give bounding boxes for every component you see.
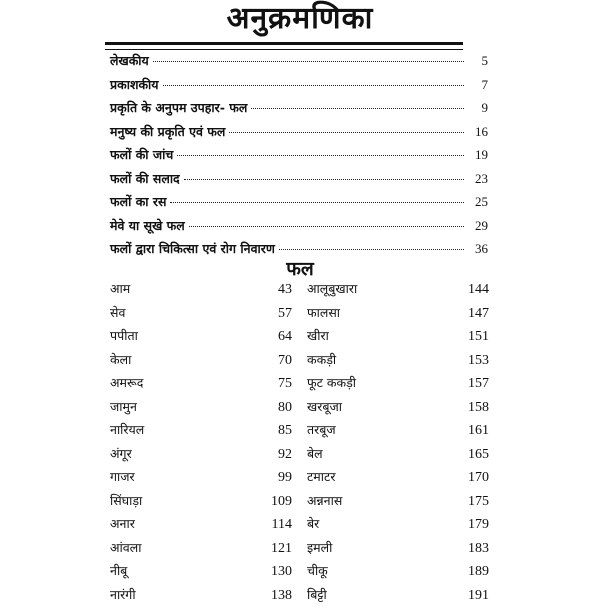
toc-entry-label: प्रकृति के अनुपम उपहार- फल (110, 99, 247, 116)
fruit-page-number: 114 (272, 517, 292, 533)
fruit-entry (110, 351, 292, 375)
fruit-name: बेर (307, 515, 319, 532)
fruit-page-number: 170 (468, 470, 489, 486)
toc-entry (110, 76, 488, 100)
fruit-entry (110, 445, 292, 469)
fruit-page-number: 183 (468, 541, 489, 557)
fruit-name: सेव (110, 304, 125, 321)
fruit-page-number: 99 (278, 470, 292, 486)
dot-leader (251, 108, 464, 109)
fruit-name: खीरा (307, 327, 329, 344)
fruit-name: खरबूजा (307, 398, 342, 415)
fruit-name: अन्ननास (307, 492, 342, 509)
fruit-name: बेल (307, 445, 323, 462)
toc-entry-page: 5 (470, 53, 488, 69)
fruit-name: नारंगी (110, 586, 136, 603)
fruit-entry (110, 468, 292, 492)
fruit-name: ककड़ी (307, 351, 336, 368)
fruit-page-number: 130 (271, 564, 292, 580)
toc-entry-page: 23 (470, 171, 488, 187)
toc-entry-page: 25 (470, 194, 488, 210)
fruit-name: इमली (307, 539, 332, 556)
fruit-name: आंवला (110, 539, 141, 556)
title-rule-thin (105, 49, 463, 50)
fruit-page-number: 153 (468, 353, 489, 369)
fruit-entry (307, 562, 489, 586)
fruit-entry (110, 586, 292, 609)
fruit-page-number: 70 (278, 353, 292, 369)
fruit-entry (307, 445, 489, 469)
fruit-entry (307, 468, 489, 492)
fruit-page-number: 43 (278, 282, 292, 298)
fruit-page-number: 175 (468, 494, 489, 510)
fruit-entry (110, 327, 292, 351)
fruit-entry (110, 539, 292, 563)
toc-entry-label: फलों का रस (110, 193, 166, 210)
fruit-entry (307, 492, 489, 516)
fruit-entry (110, 398, 292, 422)
fruit-name: अंगूर (110, 445, 132, 462)
fruit-entry (307, 421, 489, 445)
title-rule-thick (105, 42, 463, 45)
section-title: फल (0, 255, 600, 281)
toc-entry-page: 29 (470, 218, 488, 234)
fruit-page-number: 57 (278, 306, 292, 322)
fruit-name: फालसा (307, 304, 340, 321)
fruit-name: आम (110, 280, 130, 297)
fruit-entry (307, 515, 489, 539)
fruit-entry (307, 304, 489, 328)
dot-leader (163, 85, 464, 86)
toc-entry (110, 99, 488, 123)
dot-leader (279, 249, 464, 250)
toc-entry-label: प्रकाशकीय (110, 76, 159, 93)
fruit-name: अमरूद (110, 374, 143, 391)
page-title: अनुक्रमणिका (0, 2, 600, 36)
fruit-entry (307, 327, 489, 351)
fruit-entry (110, 374, 292, 398)
fruit-index-right-column (307, 280, 489, 609)
fruit-page-number: 158 (468, 400, 489, 416)
fruit-entry (110, 492, 292, 516)
fruit-page-number: 75 (278, 376, 292, 392)
fruit-name: टमाटर (307, 468, 335, 485)
fruit-entry (110, 515, 292, 539)
fruit-entry (307, 280, 489, 304)
fruit-name: केला (110, 351, 131, 368)
toc-entry-label: मनुष्य की प्रकृति एवं फल (110, 123, 225, 140)
dot-leader (177, 155, 464, 156)
fruit-name: जामुन (110, 398, 137, 415)
fruit-name: पपीता (110, 327, 138, 344)
fruit-entry (110, 562, 292, 586)
fruit-page-number: 147 (468, 306, 489, 322)
fruit-entry (307, 586, 489, 609)
toc-entry-page: 9 (470, 100, 488, 116)
fruit-index-left-column (110, 280, 292, 609)
toc-entry (110, 170, 488, 194)
toc-entry (110, 146, 488, 170)
fruit-name: बिट्टी (307, 586, 327, 603)
fruit-name: आलूबुखारा (307, 280, 357, 297)
fruit-page-number: 80 (278, 400, 292, 416)
fruit-entry (307, 539, 489, 563)
fruit-page-number: 151 (468, 329, 489, 345)
contents-list (110, 52, 488, 264)
toc-entry-label: फलों की जांच (110, 146, 173, 163)
fruit-page-number: 157 (468, 376, 489, 392)
dot-leader (170, 202, 464, 203)
toc-entry-label: लेखकीय (110, 52, 149, 69)
fruit-page-number: 121 (271, 541, 292, 557)
dot-leader (184, 179, 464, 180)
toc-entry-label: फलों द्वारा चिकित्सा एवं रोग निवारण (110, 240, 275, 257)
toc-entry-page: 36 (470, 241, 488, 257)
toc-entry-page: 19 (470, 147, 488, 163)
fruit-name: गाजर (110, 468, 135, 485)
toc-entry-label: मेवे या सूखे फल (110, 217, 185, 234)
fruit-page-number: 64 (278, 329, 292, 345)
dot-leader (189, 226, 464, 227)
fruit-name: फूट ककड़ी (307, 374, 356, 391)
fruit-name: तरबूज (307, 421, 336, 438)
dot-leader (229, 132, 464, 133)
fruit-page-number: 191 (468, 588, 489, 604)
fruit-entry (307, 351, 489, 375)
fruit-name: नारियल (110, 421, 144, 438)
fruit-name: अनार (110, 515, 135, 532)
fruit-entry (110, 421, 292, 445)
fruit-name: नीबू (110, 562, 127, 579)
fruit-page-number: 85 (278, 423, 292, 439)
fruit-page-number: 179 (468, 517, 489, 533)
toc-entry (110, 123, 488, 147)
fruit-page-number: 109 (271, 494, 292, 510)
fruit-page-number: 92 (278, 447, 292, 463)
fruit-name: सिंघाड़ा (110, 492, 142, 509)
fruit-page-number: 138 (271, 588, 292, 604)
fruit-page-number: 165 (468, 447, 489, 463)
fruit-entry (110, 304, 292, 328)
toc-entry-page: 7 (470, 77, 488, 93)
fruit-entry (307, 398, 489, 422)
fruit-page-number: 161 (468, 423, 489, 439)
dot-leader (153, 61, 464, 62)
toc-entry (110, 217, 488, 241)
toc-entry-label: फलों की सलाद (110, 170, 180, 187)
fruit-entry (110, 280, 292, 304)
fruit-name: चीकू (307, 562, 328, 579)
toc-entry (110, 193, 488, 217)
fruit-page-number: 144 (468, 282, 489, 298)
toc-entry (110, 52, 488, 76)
fruit-page-number: 189 (468, 564, 489, 580)
fruit-entry (307, 374, 489, 398)
toc-entry-page: 16 (470, 124, 488, 140)
